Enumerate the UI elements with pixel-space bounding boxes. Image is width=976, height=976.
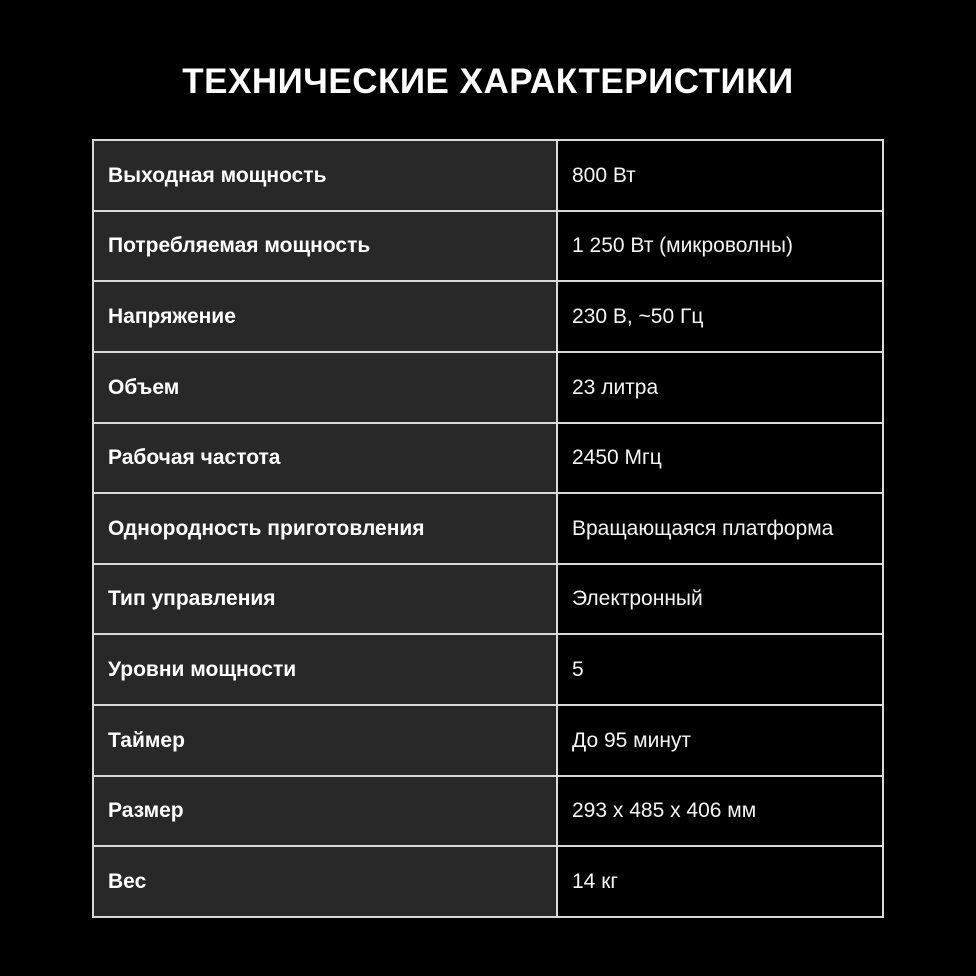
spec-label: Рабочая частота	[93, 423, 557, 494]
spec-label: Объем	[93, 352, 557, 423]
table-row	[93, 634, 883, 705]
table-row	[93, 352, 883, 423]
spec-value: Электронный	[557, 564, 883, 635]
table-row	[93, 281, 883, 352]
spec-label: Тип управления	[93, 564, 557, 635]
page-title: ТЕХНИЧЕСКИЕ ХАРАКТЕРИСТИКИ	[182, 62, 794, 101]
table-row	[93, 423, 883, 494]
table-row	[93, 846, 883, 917]
table-row	[93, 211, 883, 282]
spec-label: Вес	[93, 846, 557, 917]
table-row	[93, 140, 883, 211]
spec-value: 1 250 Вт (микроволны)	[557, 211, 883, 282]
spec-label: Размер	[93, 776, 557, 847]
spec-value: 293 x 485 x 406 мм	[557, 776, 883, 847]
spec-label: Выходная мощность	[93, 140, 557, 211]
table-row	[93, 705, 883, 776]
table-row	[93, 776, 883, 847]
spec-value: 800 Вт	[557, 140, 883, 211]
spec-value: 14 кг	[557, 846, 883, 917]
spec-label: Однородность приготовления	[93, 493, 557, 564]
spec-value: До 95 минут	[557, 705, 883, 776]
spec-table	[92, 139, 884, 918]
spec-value: Вращающаяся платформа	[557, 493, 883, 564]
table-row	[93, 493, 883, 564]
table-row	[93, 564, 883, 635]
spec-value: 5	[557, 634, 883, 705]
spec-label: Потребляемая мощность	[93, 211, 557, 282]
spec-label: Напряжение	[93, 281, 557, 352]
spec-value: 2450 Мгц	[557, 423, 883, 494]
spec-label: Таймер	[93, 705, 557, 776]
spec-value: 230 В, ~50 Гц	[557, 281, 883, 352]
spec-label: Уровни мощности	[93, 634, 557, 705]
spec-value: 23 литра	[557, 352, 883, 423]
